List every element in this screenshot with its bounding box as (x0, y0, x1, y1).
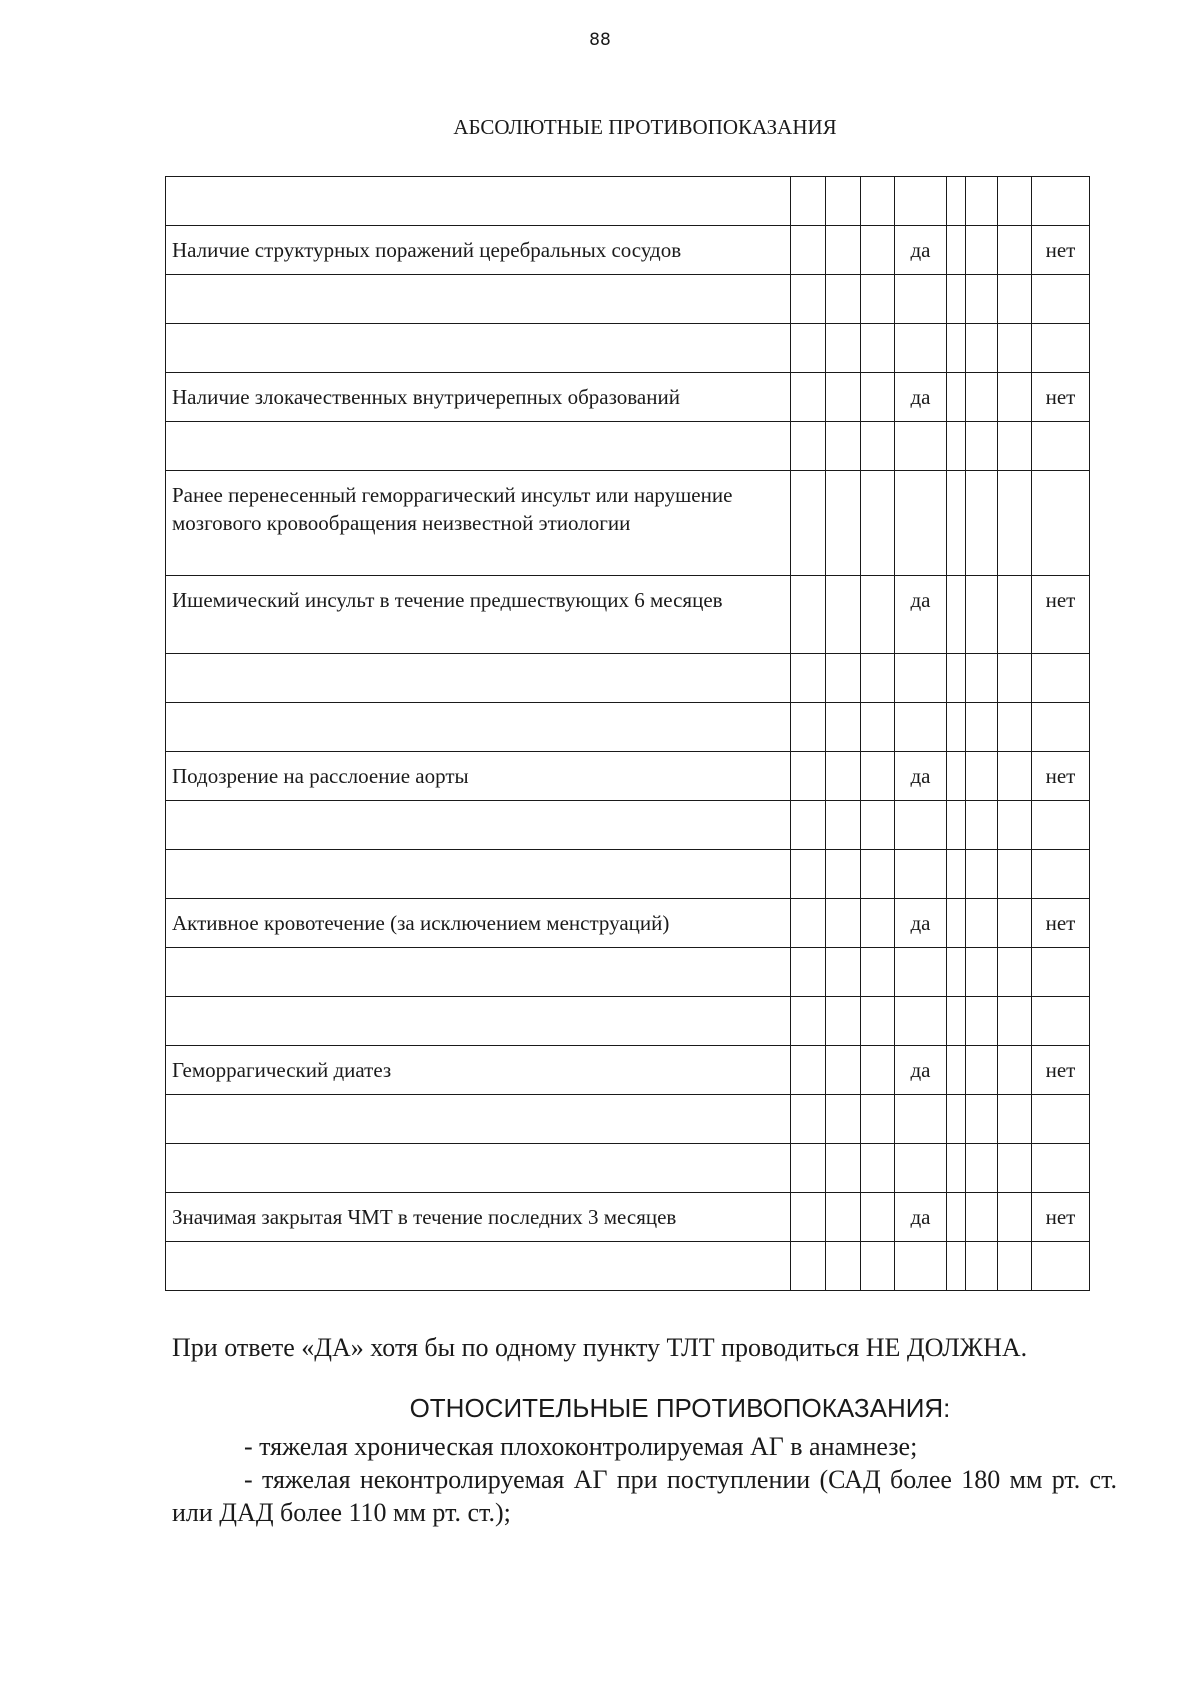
empty-cell (947, 948, 966, 997)
empty-cell (966, 850, 998, 899)
condition-cell (166, 948, 791, 997)
table-row (166, 275, 1090, 324)
empty-cell (861, 1095, 895, 1144)
yes-cell (895, 948, 947, 997)
empty-cell (791, 471, 826, 576)
empty-cell (826, 422, 861, 471)
empty-cell (861, 654, 895, 703)
yes-cell (895, 471, 947, 576)
table-row (166, 703, 1090, 752)
condition-cell (166, 1095, 791, 1144)
empty-cell (947, 801, 966, 850)
empty-cell (998, 275, 1032, 324)
condition-cell (166, 654, 791, 703)
yes-cell (895, 1095, 947, 1144)
yes-cell (895, 275, 947, 324)
condition-cell (166, 703, 791, 752)
condition-cell (166, 997, 791, 1046)
empty-cell (826, 1242, 861, 1291)
empty-cell (966, 997, 998, 1046)
empty-cell (966, 752, 998, 801)
yes-cell: да (895, 752, 947, 801)
empty-cell (861, 275, 895, 324)
list-item: - тяжелая неконтролируемая АГ при поступлении (САД более 180 мм рт. ст. или ДАД более 110 мм рт. ст.); (172, 1465, 1117, 1527)
empty-cell (826, 1095, 861, 1144)
empty-cell (947, 752, 966, 801)
empty-cell (791, 1144, 826, 1193)
empty-cell (966, 1193, 998, 1242)
table-row (166, 801, 1090, 850)
empty-cell (966, 226, 998, 275)
empty-cell (947, 654, 966, 703)
condition-cell: Наличие структурных поражений церебральных сосудов (166, 226, 791, 275)
table-row (166, 850, 1090, 899)
empty-cell (826, 703, 861, 752)
empty-cell (966, 324, 998, 373)
yes-cell (895, 324, 947, 373)
empty-cell (791, 948, 826, 997)
empty-cell (966, 1046, 998, 1095)
condition-cell: Ишемический инсульт в течение предшествующих 6 месяцев (166, 576, 791, 654)
empty-cell (826, 948, 861, 997)
table-row (166, 576, 1090, 654)
empty-cell (861, 752, 895, 801)
table-row (166, 324, 1090, 373)
table-row (166, 373, 1090, 422)
empty-cell (791, 703, 826, 752)
table-row (166, 226, 1090, 275)
empty-cell (861, 1242, 895, 1291)
empty-cell (998, 752, 1032, 801)
condition-cell (166, 177, 791, 226)
empty-cell (947, 422, 966, 471)
no-cell (1032, 1095, 1090, 1144)
list-item: - тяжелая хроническая плохоконтролируемая АГ в анамнезе; (244, 1432, 918, 1461)
no-cell (1032, 422, 1090, 471)
condition-cell (166, 1242, 791, 1291)
relative-contraindications-list (172, 1430, 1117, 1529)
empty-cell (947, 850, 966, 899)
empty-cell (947, 324, 966, 373)
empty-cell (998, 1046, 1032, 1095)
condition-cell: Ранее перенесенный геморрагический инсульт или нарушение мозгового кровообращения неизвестной этиологии (166, 471, 791, 576)
no-cell: нет (1032, 1046, 1090, 1095)
empty-cell (791, 997, 826, 1046)
table-row (166, 752, 1090, 801)
empty-cell (791, 373, 826, 422)
empty-cell (791, 324, 826, 373)
empty-cell (861, 373, 895, 422)
condition-cell: Активное кровотечение (за исключением менструаций) (166, 899, 791, 948)
empty-cell (947, 1193, 966, 1242)
empty-cell (791, 752, 826, 801)
empty-cell (998, 1144, 1032, 1193)
table-row (166, 1193, 1090, 1242)
empty-cell (861, 422, 895, 471)
empty-cell (826, 899, 861, 948)
no-cell: нет (1032, 1193, 1090, 1242)
empty-cell (966, 899, 998, 948)
table-row (166, 997, 1090, 1046)
empty-cell (966, 422, 998, 471)
no-cell (1032, 1242, 1090, 1291)
table-row (166, 177, 1090, 226)
empty-cell (826, 471, 861, 576)
empty-cell (791, 275, 826, 324)
empty-cell (998, 324, 1032, 373)
contraindications-table (165, 176, 1090, 1291)
empty-cell (998, 471, 1032, 576)
empty-cell (966, 576, 998, 654)
empty-cell (791, 1046, 826, 1095)
empty-cell (998, 422, 1032, 471)
empty-cell (947, 576, 966, 654)
empty-cell (861, 1046, 895, 1095)
no-cell (1032, 654, 1090, 703)
table-row (166, 471, 1090, 576)
empty-cell (826, 1193, 861, 1242)
section-title: АБСОЛЮТНЫЕ ПРОТИВОПОКАЗАНИЯ (453, 115, 837, 139)
warning-note: При ответе «ДА» хотя бы по одному пункту ТЛТ проводиться НЕ ДОЛЖНА. (172, 1333, 1028, 1362)
empty-cell (861, 324, 895, 373)
yes-cell (895, 850, 947, 899)
empty-cell (998, 177, 1032, 226)
no-cell (1032, 703, 1090, 752)
empty-cell (826, 324, 861, 373)
empty-cell (998, 948, 1032, 997)
table-row (166, 1046, 1090, 1095)
yes-cell (895, 654, 947, 703)
no-cell (1032, 177, 1090, 226)
condition-cell (166, 1144, 791, 1193)
empty-cell (947, 471, 966, 576)
no-cell (1032, 801, 1090, 850)
no-cell: нет (1032, 576, 1090, 654)
no-cell (1032, 850, 1090, 899)
empty-cell (826, 576, 861, 654)
condition-cell (166, 850, 791, 899)
empty-cell (861, 948, 895, 997)
empty-cell (791, 654, 826, 703)
yes-cell (895, 177, 947, 226)
yes-cell (895, 801, 947, 850)
empty-cell (791, 1095, 826, 1144)
table-row (166, 1095, 1090, 1144)
empty-cell (826, 850, 861, 899)
empty-cell (966, 1242, 998, 1291)
empty-cell (791, 177, 826, 226)
empty-cell (947, 899, 966, 948)
empty-cell (826, 654, 861, 703)
yes-cell (895, 422, 947, 471)
empty-cell (826, 801, 861, 850)
empty-cell (826, 1046, 861, 1095)
empty-cell (947, 226, 966, 275)
yes-cell: да (895, 576, 947, 654)
no-cell: нет (1032, 899, 1090, 948)
empty-cell (966, 703, 998, 752)
empty-cell (998, 654, 1032, 703)
empty-cell (826, 373, 861, 422)
empty-cell (791, 576, 826, 654)
yes-cell (895, 703, 947, 752)
empty-cell (826, 1144, 861, 1193)
empty-cell (861, 471, 895, 576)
yes-cell (895, 1242, 947, 1291)
no-cell (1032, 275, 1090, 324)
empty-cell (966, 948, 998, 997)
empty-cell (826, 997, 861, 1046)
yes-cell: да (895, 1046, 947, 1095)
condition-cell: Подозрение на расслоение аорты (166, 752, 791, 801)
empty-cell (791, 1242, 826, 1291)
empty-cell (826, 177, 861, 226)
empty-cell (947, 703, 966, 752)
empty-cell (966, 177, 998, 226)
empty-cell (791, 422, 826, 471)
empty-cell (947, 1095, 966, 1144)
empty-cell (861, 899, 895, 948)
table-row (166, 1144, 1090, 1193)
yes-cell: да (895, 899, 947, 948)
empty-cell (947, 177, 966, 226)
empty-cell (861, 703, 895, 752)
empty-cell (861, 801, 895, 850)
empty-cell (861, 1193, 895, 1242)
empty-cell (998, 703, 1032, 752)
empty-cell (998, 576, 1032, 654)
empty-cell (966, 373, 998, 422)
condition-cell: Наличие злокачественных внутричерепных образований (166, 373, 791, 422)
condition-cell (166, 422, 791, 471)
condition-cell (166, 801, 791, 850)
empty-cell (966, 1095, 998, 1144)
yes-cell: да (895, 1193, 947, 1242)
yes-cell (895, 997, 947, 1046)
empty-cell (998, 373, 1032, 422)
empty-cell (826, 275, 861, 324)
relative-contraindications-title: ОТНОСИТЕЛЬНЫЕ ПРОТИВОПОКАЗАНИЯ: (409, 1393, 951, 1423)
page-number: 88 (589, 30, 611, 50)
no-cell (1032, 997, 1090, 1046)
table-row (166, 1242, 1090, 1291)
table-row (166, 899, 1090, 948)
no-cell: нет (1032, 752, 1090, 801)
empty-cell (947, 1046, 966, 1095)
yes-cell (895, 1144, 947, 1193)
no-cell (1032, 324, 1090, 373)
empty-cell (998, 226, 1032, 275)
empty-cell (791, 899, 826, 948)
no-cell: нет (1032, 226, 1090, 275)
no-cell (1032, 1144, 1090, 1193)
empty-cell (966, 1144, 998, 1193)
no-cell: нет (1032, 373, 1090, 422)
empty-cell (861, 226, 895, 275)
empty-cell (947, 275, 966, 324)
empty-cell (998, 1193, 1032, 1242)
empty-cell (998, 1242, 1032, 1291)
yes-cell: да (895, 373, 947, 422)
no-cell (1032, 471, 1090, 576)
empty-cell (998, 1095, 1032, 1144)
no-cell (1032, 948, 1090, 997)
empty-cell (998, 850, 1032, 899)
empty-cell (861, 177, 895, 226)
empty-cell (791, 801, 826, 850)
empty-cell (966, 654, 998, 703)
empty-cell (966, 471, 998, 576)
empty-cell (861, 997, 895, 1046)
empty-cell (791, 850, 826, 899)
empty-cell (998, 997, 1032, 1046)
empty-cell (826, 752, 861, 801)
table-row (166, 654, 1090, 703)
empty-cell (861, 850, 895, 899)
table-row (166, 422, 1090, 471)
empty-cell (947, 1144, 966, 1193)
empty-cell (998, 899, 1032, 948)
condition-cell (166, 275, 791, 324)
empty-cell (826, 226, 861, 275)
empty-cell (861, 1144, 895, 1193)
empty-cell (947, 373, 966, 422)
condition-cell (166, 324, 791, 373)
empty-cell (998, 801, 1032, 850)
empty-cell (966, 275, 998, 324)
empty-cell (966, 801, 998, 850)
empty-cell (861, 576, 895, 654)
empty-cell (791, 1193, 826, 1242)
yes-cell: да (895, 226, 947, 275)
empty-cell (947, 997, 966, 1046)
table-row (166, 948, 1090, 997)
condition-cell: Геморрагический диатез (166, 1046, 791, 1095)
empty-cell (947, 1242, 966, 1291)
condition-cell: Значимая закрытая ЧМТ в течение последних 3 месяцев (166, 1193, 791, 1242)
empty-cell (791, 226, 826, 275)
